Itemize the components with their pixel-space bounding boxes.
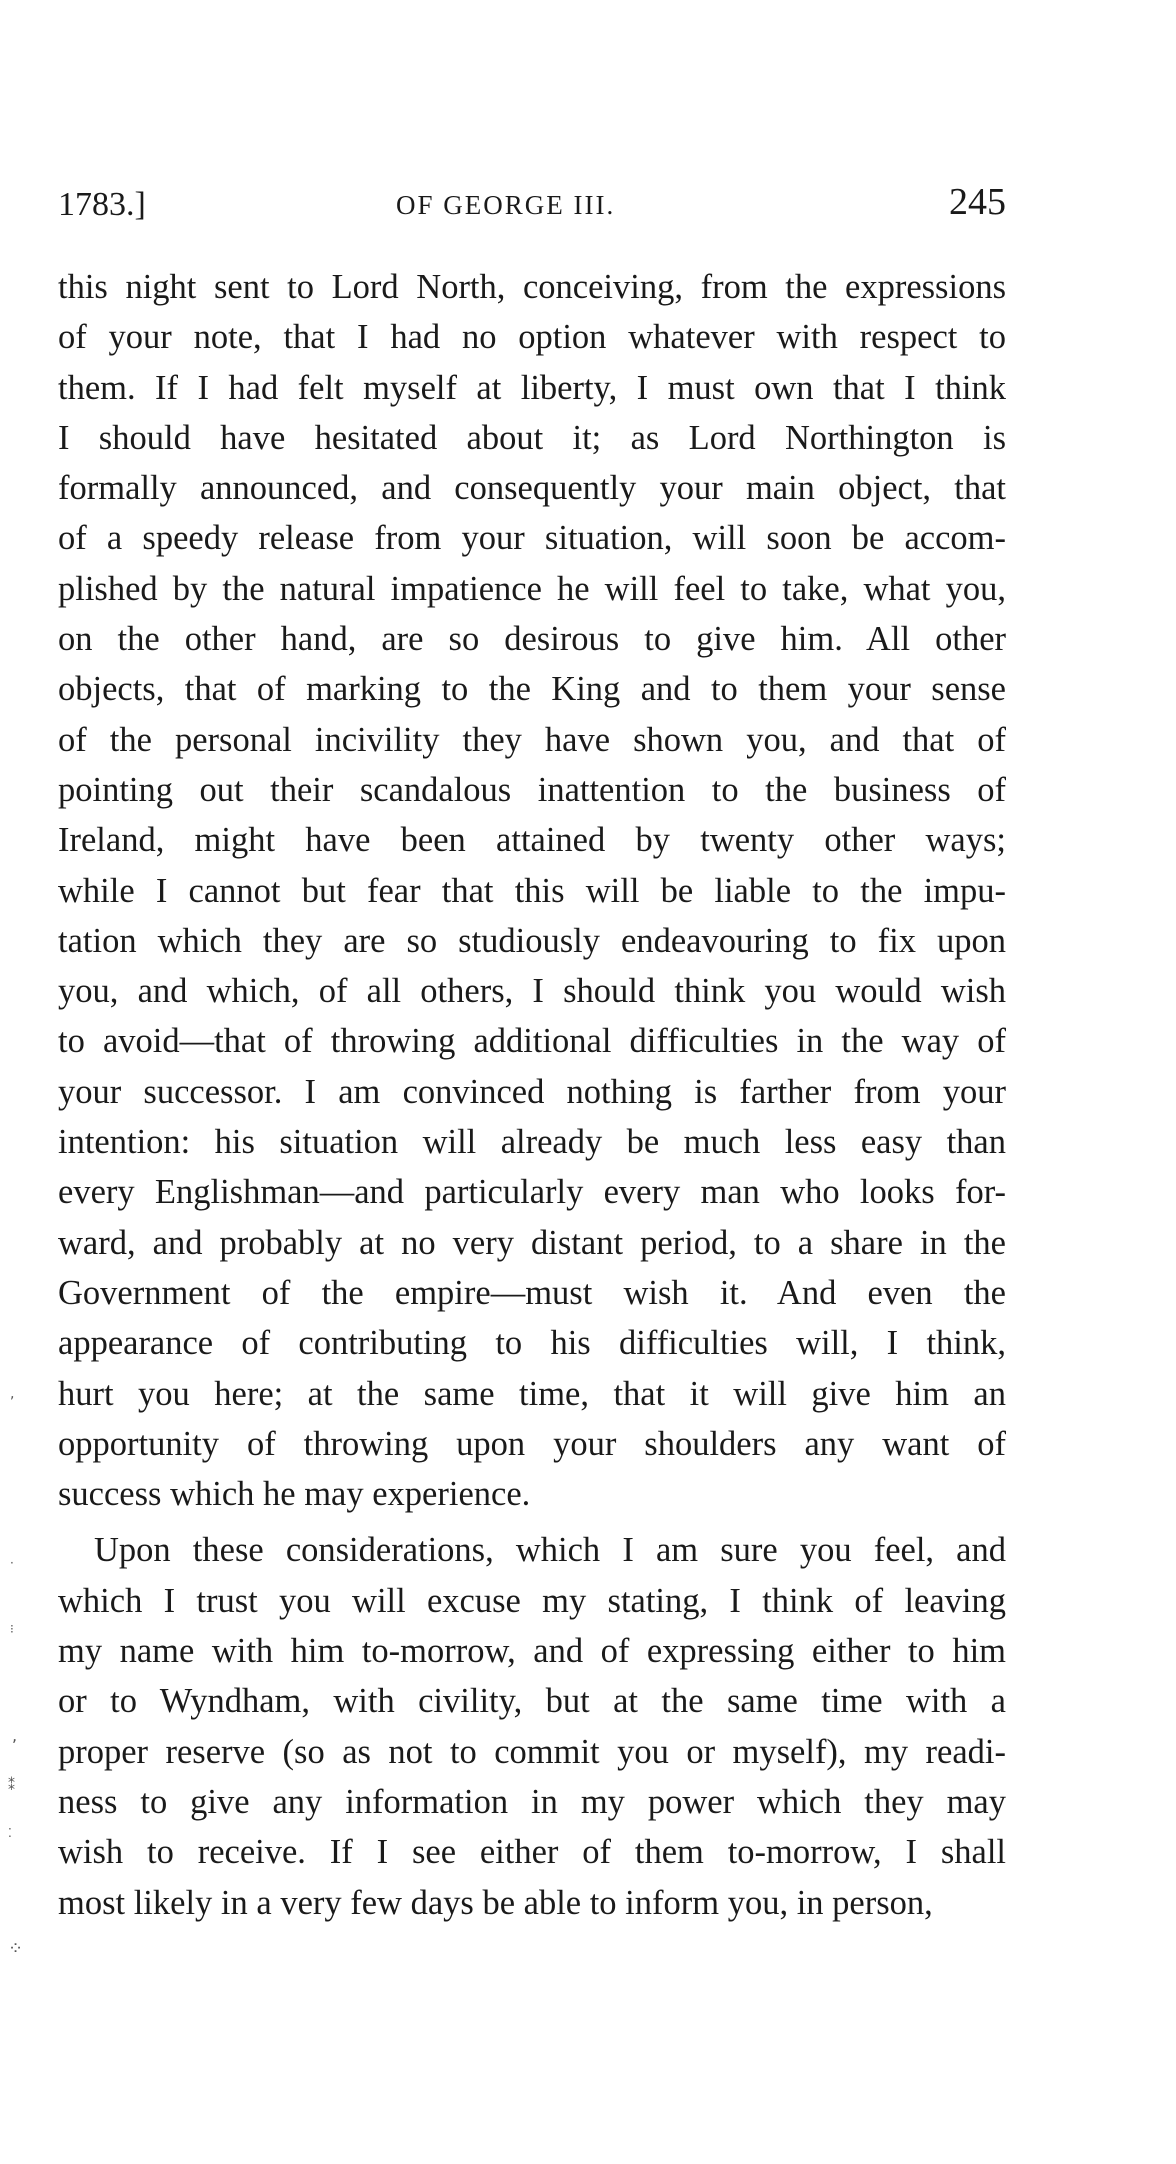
text-line: on the other hand, are so desirous to give him. All other	[58, 620, 1006, 659]
text-line: of the personal incivility they have shown you, and that of	[58, 720, 1006, 759]
text-line: your successor. I am convinced nothing is farther from your	[58, 1072, 1006, 1111]
text-line: ness to give any information in my power which they may	[58, 1782, 1006, 1821]
text-line: or to Wyndham, with civility, but at the same time with a	[58, 1682, 1006, 1721]
running-head-year: 1783.]	[58, 186, 146, 223]
text-line: every Englishman—and particularly every man who looks for-	[58, 1173, 1006, 1212]
paragraph	[58, 1525, 1006, 1927]
running-head-title: OF GEORGE III.	[396, 190, 616, 220]
page-number: 245	[949, 181, 1006, 223]
margin-speck: ⁑	[8, 1778, 15, 1794]
text-line: success which he may experience.	[58, 1475, 531, 1514]
text-line: most likely in a very few days be able to inform you, in person,	[58, 1883, 933, 1922]
margin-speck: ,	[10, 1386, 15, 1402]
margin-speck: ⁚	[8, 1826, 12, 1840]
text-line: which I trust you will excuse my stating, I think of leaving	[58, 1581, 1006, 1620]
text-line: you, and which, of all others, I should think you would wish	[58, 972, 1006, 1011]
text-line: Government of the empire—must wish it. And even the	[58, 1273, 1006, 1312]
margin-speck: ⁝	[10, 1622, 14, 1636]
text-line: appearance of contributing to his difficulties will, I think,	[58, 1324, 1006, 1363]
text-line: plished by the natural impatience he will feel to take, what you,	[58, 569, 1006, 608]
text-line: tation which they are so studiously endeavouring to fix upon	[58, 921, 1006, 960]
paragraph	[58, 262, 1006, 1519]
text-line: intention: his situation will already be much less easy than	[58, 1123, 1006, 1162]
text-line: them. If I had felt myself at liberty, I must own that I think	[58, 368, 1006, 407]
text-line: of a speedy release from your situation, will soon be accom-	[58, 519, 1006, 558]
text-line: formally announced, and consequently your main object, that	[58, 469, 1006, 508]
text-line: pointing out their scandalous inattention to the business of	[58, 770, 1006, 809]
text-line: ward, and probably at no very distant period, to a share in the	[58, 1223, 1006, 1262]
text-line: while I cannot but fear that this will be liable to the impu-	[58, 871, 1006, 910]
text-line: Ireland, might have been attained by twenty other ways;	[58, 821, 1006, 860]
text-line: proper reserve (so as not to commit you or myself), my readi-	[58, 1732, 1006, 1771]
text-line: Upon these considerations, which I am sure you feel, and	[94, 1531, 1006, 1570]
body-text	[58, 262, 1006, 1928]
text-line: my name with him to-morrow, and of expressing either to him	[58, 1632, 1006, 1671]
text-line: objects, that of marking to the King and to them your sense	[58, 670, 1006, 709]
margin-speck: ·	[10, 1556, 14, 1570]
text-line: opportunity of throwing upon your shoulders any want of	[58, 1424, 1006, 1463]
text-line: to avoid—that of throwing additional difficulties in the way of	[58, 1022, 1006, 1061]
margin-specks	[0, 0, 60, 2164]
text-line: hurt you here; at the same time, that it will give him an	[58, 1374, 1006, 1413]
margin-speck: ⁘	[8, 1938, 24, 1959]
running-head	[58, 180, 1006, 230]
text-line: this night sent to Lord North, conceiving, from the expressions	[58, 268, 1006, 306]
text-line: I should have hesitated about it; as Lord Northington is	[58, 418, 1006, 457]
margin-speck: ,	[12, 1726, 18, 1745]
text-line: of your note, that I had no option whatever with respect to	[58, 318, 1006, 357]
text-line: wish to receive. If I see either of them to-morrow, I shall	[58, 1833, 1006, 1872]
